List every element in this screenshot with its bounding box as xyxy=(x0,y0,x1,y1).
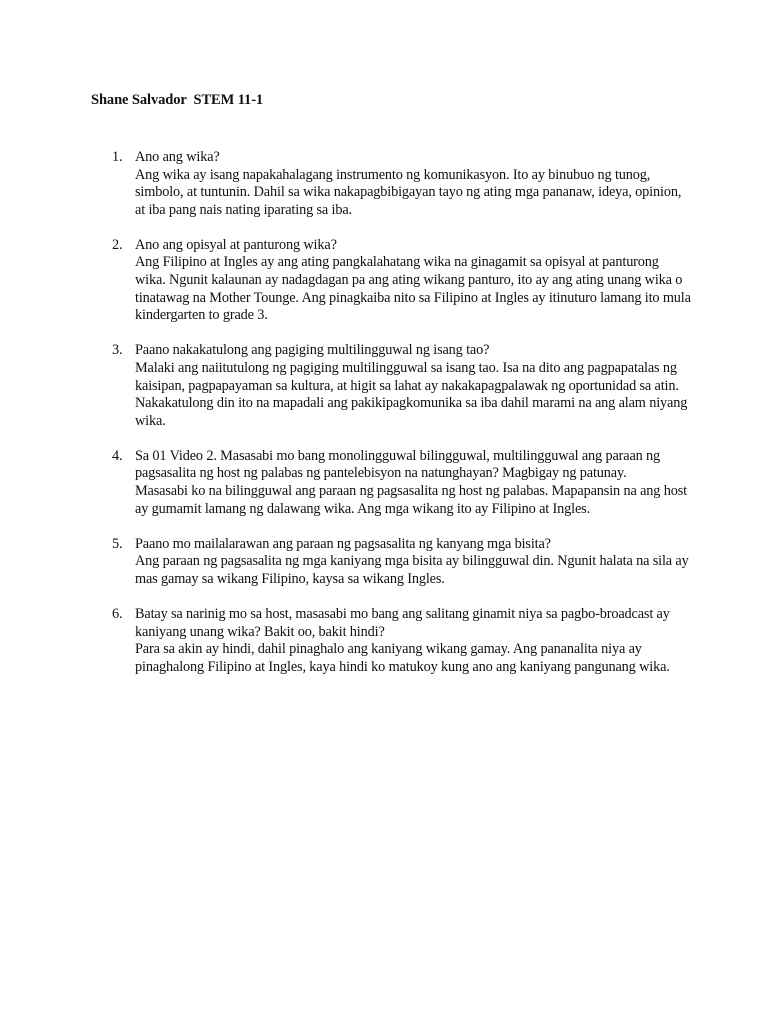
question-text: Paano nakakatulong ang pagiging multilingguwal ng isang tao? xyxy=(135,342,490,359)
answer-text: Ang Filipino at Ingles ay ang ating pangkalahatang wika na ginagamit sa opisyal at panturong wika. Ngunit kalaunan ay nadagdagan pa ang ating wikang panturo, ito ay ang ating unang wika o tinatawag na Mother Tounge. Ang pinagkaiba nito sa Filipino at Ingles ay itinuturo lamang ito mula kindergarten to grade 3. xyxy=(135,254,691,324)
question-text: Sa 01 Video 2. Masasabi mo bang monolingguwal bilingguwal, multilingguwal ang paraan ng pagsasalita ng host ng palabas ng pantelebisyon na natunghayan? Magbigay ng patunay. xyxy=(135,447,661,482)
answer-text: Ang paraan ng pagsasalita ng mga kaniyang mga bisita ay bilingguwal din. Ngunit halata na sila ay mas gamay sa wikang Filipino, kaysa sa wikang Ingles. xyxy=(135,553,689,587)
item-number: 2. xyxy=(112,236,123,253)
item-number: 5. xyxy=(112,535,123,552)
question-text: Ano ang opisyal at panturong wika? xyxy=(135,236,337,253)
document-header: Shane Salvador STEM 11-1 xyxy=(91,92,264,108)
question-text: Paano mo mailalarawan ang paraan ng pagsasalita ng kanyang mga bisita? xyxy=(135,535,551,552)
list-item-1 xyxy=(112,149,692,219)
item-number: 4. xyxy=(112,447,123,464)
item-number: 3. xyxy=(112,342,123,359)
question-list xyxy=(112,149,692,694)
item-number: 6. xyxy=(112,605,123,622)
list-item-4 xyxy=(112,448,692,518)
list-item-6 xyxy=(112,606,692,676)
answer-text: Masasabi ko na bilingguwal ang paraan ng pagsasalita ng host ng palabas. Mapapansin na ang host ay gumamit lamang ng dalawang wika. Ang mga wikang ito ay Filipino at Ingles. xyxy=(135,483,687,517)
answer-text: Ang wika ay isang napakahalagang instrumento ng komunikasyon. Ito ay binubuo ng tunog, simbolo, at tuntunin. Dahil sa wika nakapagbibigayan tayo ng ating mga pananaw, ideya, opinion, at iba pang nais nating iparating sa iba. xyxy=(135,166,682,218)
item-number: 1. xyxy=(112,149,123,165)
question-text: Batay sa narinig mo sa host, masasabi mo bang ang salitang ginamit niya sa pagbo-broadcast ay kaniyang unang wika? Bakit oo, bakit hindi? xyxy=(135,605,670,640)
list-item-2 xyxy=(112,237,692,325)
list-item-3 xyxy=(112,342,692,430)
list-item-5 xyxy=(112,536,692,589)
question-text: Ano ang wika? xyxy=(135,149,220,165)
answer-text: Para sa akin ay hindi, dahil pinaghalo ang kaniyang wikang gamay. Ang pananalita niya ay pinaghalong Filipino at Ingles, kaya hindi ko matukoy kung ano ang kaniyang pangunang wika. xyxy=(135,641,670,675)
answer-text: Malaki ang naiitutulong ng pagiging multilingguwal sa isang tao. Isa na dito ang pagpapatalas ng kaisipan, pagpapayaman sa kultura, at higit sa lahat ay nakakapagpalawak ng oportunidad sa atin. Nakakatulong din ito na mapadali ang pakikipagkomunika sa iba dahil marami na ang alam niyang wika. xyxy=(135,359,688,429)
